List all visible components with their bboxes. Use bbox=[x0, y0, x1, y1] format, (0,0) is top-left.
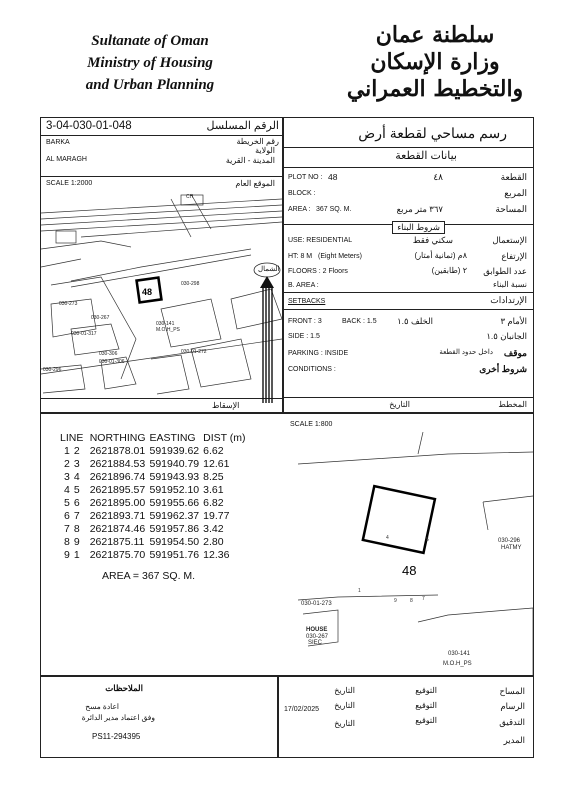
coordinates-row bbox=[60, 536, 250, 549]
coordinates-line-from: 1 bbox=[64, 445, 70, 457]
plot-no-value: 48 bbox=[328, 172, 338, 182]
floors-ar-value: ٢ (طابقين) bbox=[431, 266, 467, 275]
city-label: المدينة - القرية bbox=[225, 156, 275, 165]
parking-ar-value: داخل حدود القطعة bbox=[439, 349, 493, 356]
plot-no-ar-label: القطعة bbox=[500, 172, 527, 182]
key-map-label-030-273: 030-273 bbox=[59, 301, 78, 307]
key-map-label-030-296: 030-296 bbox=[43, 367, 62, 373]
coordinates-line-to: 5 bbox=[73, 484, 80, 496]
area-ar-value: ٣٦٧ متر مربع bbox=[396, 204, 443, 214]
coordinates-distance: 6.62 bbox=[203, 445, 224, 457]
key-map bbox=[41, 189, 282, 397]
notes-title: الملاحظات bbox=[105, 683, 143, 693]
key-map-label-030-141: 030-141 bbox=[156, 321, 175, 327]
coordinates-row bbox=[60, 471, 250, 484]
coordinates-table bbox=[60, 432, 250, 562]
front-setback-ar: الأمام ٣ bbox=[500, 316, 527, 326]
height-value: HT: 8 M bbox=[288, 253, 313, 260]
detail-map-label-siec: SIEC bbox=[308, 640, 323, 646]
area-value: 367 SQ. M. bbox=[316, 206, 352, 213]
detail-map-label-030-141: 030-141 bbox=[448, 651, 471, 657]
coordinates-line-to: 2 bbox=[73, 445, 80, 457]
coordinates-row bbox=[60, 549, 250, 562]
coordinates-easting: 591951.76 bbox=[149, 549, 200, 561]
sig-checker-label: التدقيق bbox=[499, 717, 525, 727]
header-en-line3: and Urban Planning bbox=[85, 77, 215, 93]
coordinates-northing: 2621875.70 bbox=[89, 549, 146, 561]
city-value: AL MARAGH bbox=[46, 156, 87, 163]
parking-ar-label: موقف bbox=[503, 348, 527, 358]
detail-map-label-house: HOUSE bbox=[306, 627, 328, 633]
signatures-panel bbox=[278, 676, 534, 758]
coordinates-line-to: 4 bbox=[73, 471, 80, 483]
vertex-8: 8 bbox=[410, 598, 413, 604]
detail-map-label-mohps: M.O.H_PS bbox=[443, 661, 472, 667]
coordinates-line-to: 8 bbox=[73, 523, 80, 535]
floors-ar-label: عدد الطوابق bbox=[483, 266, 527, 276]
wilayat-value: BARKA bbox=[46, 139, 70, 146]
coordinates-distance: 2.80 bbox=[203, 536, 224, 548]
coordinates-distance: 12.61 bbox=[203, 458, 230, 470]
coordinates-line-from: 2 bbox=[64, 458, 70, 470]
coordinates-easting: 591939.62 bbox=[149, 445, 200, 457]
wilayat-label: الولاية bbox=[255, 146, 275, 155]
sig-signature-label-1: التوقيع bbox=[415, 686, 437, 695]
coordinates-easting: 591954.50 bbox=[149, 536, 200, 548]
side-setback-ar: الجانبان ١.٥ bbox=[486, 331, 527, 341]
height-meters: (Eight Meters) bbox=[318, 253, 362, 260]
detail-scale: SCALE 1:800 bbox=[290, 421, 333, 428]
header-en-line1: Sultanate of Oman bbox=[91, 33, 209, 49]
date-label: التاريخ bbox=[389, 400, 410, 409]
b-area-ar-label: نسبة البناء bbox=[493, 280, 527, 289]
height-ar-label: الإرتفاع bbox=[501, 251, 527, 261]
coordinates-easting: 591955.66 bbox=[149, 497, 200, 509]
serial-number: 3-04-030-01-048 bbox=[46, 120, 132, 132]
coordinates-easting: 591957.86 bbox=[149, 523, 200, 535]
coordinates-row bbox=[60, 484, 250, 497]
key-map-label-030-01-317: 030-01-317 bbox=[71, 331, 97, 337]
coordinates-row bbox=[60, 458, 250, 471]
notes-ref: PS11-294395 bbox=[92, 732, 141, 741]
coordinates-row bbox=[60, 497, 250, 510]
use-ar-value: سكني فقط bbox=[412, 235, 453, 245]
block-ar-label: المربع bbox=[504, 188, 527, 198]
notes-line2: وفق اعتماد مدير الدائرة bbox=[81, 713, 155, 722]
coordinates-distance: 3.42 bbox=[203, 523, 224, 535]
use-ar-label: الإستعمال bbox=[492, 235, 527, 245]
header-en-line2: Ministry of Housing bbox=[87, 55, 213, 71]
coordinates-line-from: 3 bbox=[64, 471, 70, 483]
coordinates-northing: 2621884.53 bbox=[89, 458, 146, 470]
conditions-label: CONDITIONS : bbox=[288, 366, 336, 373]
doc-title: رسم مساحي لقطعة أرض bbox=[358, 125, 507, 141]
detail-map-label-road: 030-01-273 bbox=[301, 601, 332, 607]
key-map-label-030-298: 030-298 bbox=[181, 281, 200, 287]
key-map-label-030-267: 030-267 bbox=[91, 315, 110, 321]
coordinates-line-to: 9 bbox=[73, 536, 80, 548]
planner-label: المخطط bbox=[498, 400, 527, 409]
coordinates-northing: 2621896.74 bbox=[89, 471, 146, 483]
coordinates-line-to: 3 bbox=[73, 458, 80, 470]
coordinates-area: AREA = 367 SQ. M. bbox=[102, 570, 196, 582]
sig-surveyor-label: المساح bbox=[499, 686, 525, 696]
serial-label: الرقم المسلسل bbox=[206, 120, 279, 132]
coordinates-northing: 2621875.11 bbox=[89, 536, 145, 548]
coordinates-northing: 2621874.46 bbox=[89, 523, 146, 535]
sig-director-label: المدير bbox=[503, 735, 525, 745]
sig-date-label-2: التاريخ bbox=[334, 701, 355, 710]
coordinates-easting: 591952.10 bbox=[149, 484, 200, 496]
floors-value: FLOORS : 2 Floors bbox=[288, 268, 348, 275]
coordinates-northing: 2621895.57 bbox=[89, 484, 146, 496]
use-value: USE: RESIDENTIAL bbox=[288, 237, 353, 244]
coordinates-easting: 591940.79 bbox=[149, 458, 200, 470]
parking-value: PARKING : INSIDE bbox=[288, 350, 349, 357]
plot-no-ar-value: ٤٨ bbox=[433, 172, 443, 182]
detail-map bbox=[298, 432, 533, 675]
coordinates-northing: 2621895.00 bbox=[89, 497, 146, 509]
key-map-label-030-306: 030-306 bbox=[99, 351, 118, 357]
coordinates-header-easting: EASTING bbox=[149, 432, 196, 444]
coordinates-header-dist: DIST (m) bbox=[203, 432, 246, 444]
header-ar-line1: سلطنة عمان bbox=[375, 22, 495, 48]
sig-drafter-label: الرسام bbox=[500, 701, 525, 711]
detail-map-label-hatmy: HATMY bbox=[501, 545, 522, 551]
key-map-label-ch: CH bbox=[186, 194, 194, 200]
vertex-4: 4 bbox=[386, 535, 389, 541]
coordinates-line-from: 4 bbox=[64, 484, 70, 496]
coordinates-distance: 3.61 bbox=[203, 484, 224, 496]
coordinates-header-northing: NORTHING bbox=[89, 432, 146, 444]
height-ar-value: ٨م (ثمانية أمتار) bbox=[414, 251, 467, 260]
coordinates-line-from: 9 bbox=[64, 549, 70, 561]
coordinates-northing: 2621878.01 bbox=[89, 445, 146, 457]
header-ar-line2: وزارة الإسكان bbox=[370, 49, 500, 75]
detail-map-label-030-267: 030-267 bbox=[306, 634, 329, 640]
notes-panel bbox=[40, 676, 278, 758]
location-scale: SCALE 1:2000 bbox=[46, 180, 93, 187]
coordinates-northing: 2621893.71 bbox=[89, 510, 146, 522]
coordinates-easting: 591943.93 bbox=[149, 471, 200, 483]
coordinates-easting: 591962.37 bbox=[149, 510, 200, 522]
coordinates-distance: 12.36 bbox=[203, 549, 230, 561]
coordinates-line-from: 7 bbox=[64, 523, 70, 535]
sig-date-value: 17/02/2025 bbox=[284, 706, 320, 713]
map-no-label: رقم الخريطة bbox=[236, 137, 279, 146]
block-label: BLOCK : bbox=[288, 190, 316, 197]
coordinates-line-from: 6 bbox=[64, 510, 70, 522]
coordinates-line-to: 7 bbox=[73, 510, 80, 522]
setbacks-ar-label: الإرتدادات bbox=[490, 295, 527, 305]
area-label: AREA : bbox=[288, 206, 311, 213]
coordinates-header-row bbox=[60, 432, 250, 445]
header-ar-line3: والتخطيط العمراني bbox=[346, 76, 524, 102]
coordinates-row bbox=[60, 523, 250, 536]
header-ar bbox=[340, 22, 530, 103]
detail-map-label-030-296: 030-296 bbox=[498, 538, 521, 544]
vertex-1: 1 bbox=[358, 588, 361, 594]
plot-no-label: PLOT NO : bbox=[288, 174, 323, 181]
coordinates-row bbox=[60, 445, 250, 458]
b-area-label: B. AREA : bbox=[288, 282, 319, 289]
coordinates-distance: 8.25 bbox=[203, 471, 224, 483]
vertex-7: 7 bbox=[422, 596, 425, 602]
coordinates-line-from: 5 bbox=[64, 497, 70, 509]
sig-signature-label-2: التوقيع bbox=[415, 701, 437, 710]
back-setback-ar: الخلف ١.٥ bbox=[397, 316, 433, 326]
coordinates-header-line: LINE bbox=[60, 432, 84, 444]
detail-map-plot: 48 bbox=[402, 563, 417, 578]
conditions-ar-label: شروط أخرى bbox=[479, 364, 527, 374]
notes-line1: اعادة مسح bbox=[85, 702, 119, 711]
coordinates-distance: 6.82 bbox=[203, 497, 224, 509]
coordinates-line-from: 8 bbox=[64, 536, 70, 548]
key-map-label-030-01-272: 030-01-272 bbox=[181, 349, 207, 355]
plot-info-title: بيانات القطعة bbox=[395, 150, 457, 162]
side-setback: SIDE : 1.5 bbox=[288, 333, 320, 340]
projection-label: الإسقاط bbox=[212, 401, 240, 410]
coordinates-distance: 19.77 bbox=[203, 510, 230, 522]
key-map-label-mohps: M.O.H_PS bbox=[156, 327, 180, 333]
key-map-label-030-01-306: 030-01-306 bbox=[99, 359, 125, 365]
north-label: الشمال bbox=[258, 266, 280, 273]
building-conditions-title: شروط البناء bbox=[392, 221, 445, 234]
sig-date-label-3: التاريخ bbox=[334, 719, 355, 728]
front-setback: FRONT : 3 bbox=[288, 318, 322, 325]
coordinates-line-to: 1 bbox=[73, 549, 80, 561]
north-arrow bbox=[252, 258, 282, 408]
coordinates-row bbox=[60, 510, 250, 523]
sig-signature-label-3: التوقيع bbox=[415, 716, 437, 725]
sig-date-label-1: التاريخ bbox=[334, 686, 355, 695]
vertex-5: 5 bbox=[426, 537, 429, 543]
header-en bbox=[50, 30, 250, 96]
setbacks-label: SETBACKS bbox=[288, 298, 326, 305]
key-map-plot: 48 bbox=[142, 287, 153, 297]
vertex-9: 9 bbox=[394, 598, 397, 604]
back-setback: BACK : 1.5 bbox=[342, 318, 377, 325]
coordinates-line-to: 6 bbox=[73, 497, 80, 509]
location-label: الموقع العام bbox=[235, 179, 275, 188]
area-ar-label: المساحة bbox=[495, 204, 527, 214]
